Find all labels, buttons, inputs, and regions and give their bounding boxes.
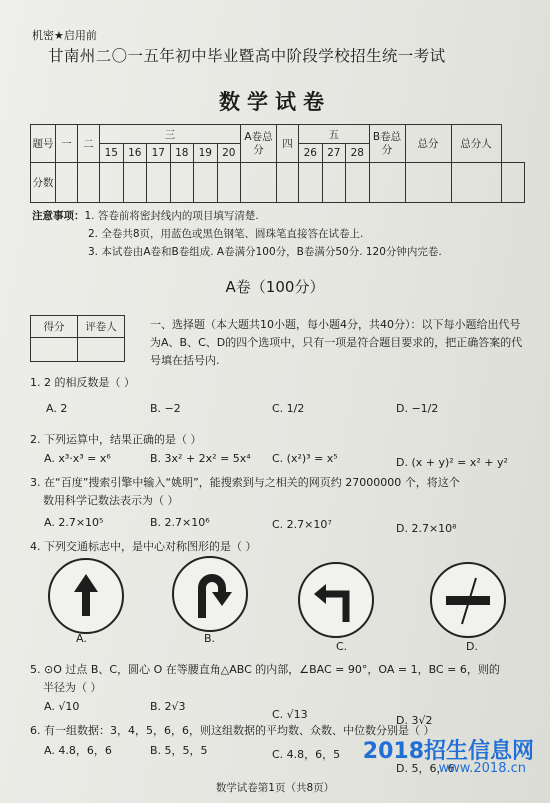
grader-name-header: 评卷人 [78,316,125,338]
q3-option-a: A. 2.7×10⁵ [44,516,104,529]
score-table-header-cell: B卷总分 [369,125,405,163]
score-cell[interactable] [369,163,405,203]
notice-item: 3. 本试卷由A卷和B卷组成. A卷满分100分，B卷满分50分. 120分钟内完卷. [88,246,442,258]
q1-option-b: B. −2 [150,402,181,415]
q5-option-c: C. √13 [272,708,308,721]
score-cell[interactable] [147,163,171,203]
q1-option-d: D. −1/2 [396,402,439,415]
score-row-label: 分数 [31,163,56,203]
grader-score-cell[interactable] [31,338,78,362]
score-table-subheader-cell: 19 [194,144,218,163]
score-table-header-cell: 题号 [31,125,56,163]
score-table-header-cell: 总分人 [451,125,501,163]
score-cell[interactable] [277,163,299,203]
q6-option-c: C. 4.8，6，5 [272,748,341,761]
notice-item: 2. 全卷共8页，用蓝色或黑色钢笔、圆珠笔直接答在试卷上. [88,228,364,240]
question-3-stem-cont: 数用科学记数法表示为（ ） [43,494,179,507]
score-table-subheader-cell: 27 [322,144,346,163]
score-cell[interactable] [451,163,501,203]
score-table-subheader-cell: 17 [147,144,171,163]
score-table-subheader-cell: 26 [299,144,323,163]
q6-option-d: D. 5，6，6 [396,762,455,775]
u-turn-icon [174,558,246,630]
grader-name-cell[interactable] [78,338,125,362]
notice-item: 1. 答卷前将密封线内的项目填写清楚. [84,210,259,222]
q5-option-a: A. √10 [44,700,80,713]
no-entry-icon [432,564,504,636]
sign-a-label: A. [76,632,87,645]
score-cell[interactable] [217,163,241,203]
score-cell[interactable] [56,163,78,203]
score-table [30,124,525,203]
q5-option-d: D. 3√2 [396,714,433,727]
grader-table [30,315,125,362]
score-cell[interactable] [346,163,370,203]
score-cell[interactable] [501,163,525,203]
traffic-sign-b [172,556,248,632]
score-table-subheader-cell: 15 [100,144,124,163]
watermark-title: 2018招生信息网 [362,739,534,764]
notice-label: 注意事项： [32,210,85,222]
section-one-heading: 一、选择题（本大题共10小题，每小题4分，共40分）：以下每小题给出代号为A、B、C、D的四个选项中，只有一项是符合题目要求的，把正确答案的代号填在括号内. [150,318,523,367]
question-5-stem: 5. ⊙O 过点 B、C，圆心 O 在等腰直角△ABC 的内部，∠BAC = 90°，OA = 1，BC = 6，则的 [30,663,500,676]
score-table-header-cell: 总分 [405,125,451,163]
score-table-header-cell: 四 [277,125,299,163]
subject-title: 数学试卷 [219,90,331,114]
page-footer: 数学试卷第1页（共8页） [215,782,335,794]
q2-option-d: D. (x + y)² = x² + y² [396,456,508,469]
score-table-subheader-cell: 18 [170,144,194,163]
sign-b-label: B. [204,632,216,645]
score-table-header-cell: 五 [299,125,370,144]
sign-d-label: D. [466,640,478,653]
score-cell[interactable] [299,163,323,203]
left-turn-icon [300,564,372,636]
score-table-subheader-cell: 28 [346,144,370,163]
score-table-header-cell: 一 [56,125,78,163]
q2-option-b: B. 3x² + 2x² = 5x⁴ [150,452,251,465]
score-table-header-cell: 三 [100,125,241,144]
traffic-sign-a [48,558,124,634]
q3-option-d: D. 2.7×10⁸ [396,522,457,535]
up-arrow-icon [50,560,122,632]
sign-c-label: C. [336,640,348,653]
score-table-header-cell: 二 [78,125,100,163]
traffic-sign-d [430,562,506,638]
question-3-stem: 3. 在“百度”搜索引擎中输入“姚明”，能搜索到与之相关的网页约 27000000 个，将这个 [30,476,460,489]
score-cell[interactable] [322,163,346,203]
confidential-label: 机密★启用前 [32,29,97,42]
traffic-sign-c [298,562,374,638]
score-cell[interactable] [405,163,451,203]
score-cell[interactable] [241,163,277,203]
q1-option-a: A. 2 [46,402,68,415]
watermark-url: www.2018.cn [438,761,526,776]
q2-option-c: C. (x²)³ = x⁵ [272,452,338,465]
exam-title: 甘南州二〇一五年初中毕业暨高中阶段学校招生统一考试 [48,47,446,65]
score-cell[interactable] [194,163,218,203]
score-cell[interactable] [123,163,147,203]
q6-option-a: A. 4.8，6，6 [44,744,112,757]
question-4-stem: 4. 下列交通标志中，是中心对称图形的是（ ） [30,540,257,553]
q2-option-a: A. x³·x³ = x⁶ [44,452,111,465]
question-2-stem: 2. 下列运算中，结果正确的是（ ） [30,433,202,446]
question-6-stem: 6. 有一组数据：3，4，5，6，6，则这组数据的平均数、众数、中位数分别是（ ） [30,724,435,737]
score-cell[interactable] [78,163,100,203]
q5-option-b: B. 2√3 [150,700,186,713]
notice-block [32,207,442,261]
score-table-subheader-cell: 20 [217,144,241,163]
section-a-title: A卷（100分） [225,278,325,296]
question-1-stem: 1. 2 的相反数是（ ） [30,376,135,389]
q1-option-c: C. 1/2 [272,402,305,415]
score-table-header-cell: A卷总分 [241,125,277,163]
q3-option-c: C. 2.7×10⁷ [272,518,332,531]
score-cell[interactable] [100,163,124,203]
grader-score-header: 得分 [31,316,78,338]
score-table-subheader-cell: 16 [123,144,147,163]
question-5-stem-cont: 半径为（ ） [43,681,102,694]
score-cell[interactable] [170,163,194,203]
q6-option-b: B. 5，5，5 [150,744,208,757]
q3-option-b: B. 2.7×10⁶ [150,516,210,529]
